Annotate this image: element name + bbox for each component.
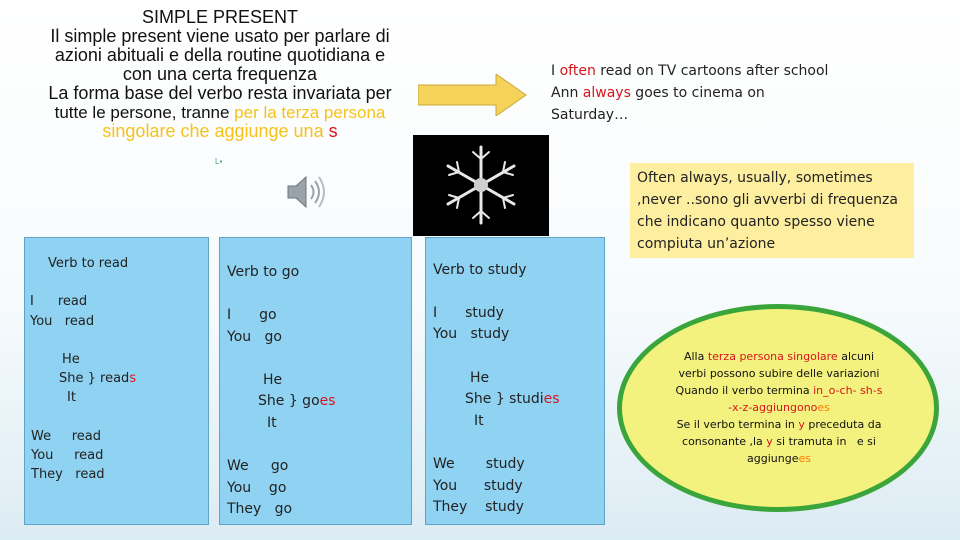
example-1-rest: read on TV cartoons after school xyxy=(595,63,829,79)
rule-l5-a: Se il verbo termina in xyxy=(676,418,799,431)
title-line-6-highlight: singolare che aggiunge una xyxy=(102,121,329,141)
panel-read-line-6: We read xyxy=(31,429,102,444)
rule-line-4 xyxy=(648,399,910,416)
panel-study-line-7: You study xyxy=(433,478,523,494)
right-arrow-icon xyxy=(418,74,528,116)
panel-read-line-8: They read xyxy=(31,467,105,482)
title-line-6-s: s xyxy=(328,121,338,141)
rule-line-6 xyxy=(648,433,910,450)
panel-study-line-1 xyxy=(433,305,504,321)
rule-l1-a: Alla xyxy=(683,350,708,363)
rule-l4-es: es xyxy=(817,401,830,414)
panel-read-line-5: It xyxy=(67,390,76,405)
adverbs-line-1: Often always, usually, sometimes xyxy=(637,170,873,186)
example-1-subject: I xyxy=(551,63,560,79)
read-l4-verb: read xyxy=(100,371,130,386)
snowflake-icon xyxy=(413,135,549,236)
example-1-adverb: often xyxy=(559,63,596,79)
panel-go-line-7: You go xyxy=(227,480,287,496)
rule-line-7 xyxy=(648,450,910,467)
example-line-1 xyxy=(551,60,828,82)
panel-read-line-1 xyxy=(30,294,87,309)
panel-go-line-8: They go xyxy=(227,501,293,517)
panel-study-line-2: You study xyxy=(433,326,510,342)
adverbs-line-2: ,never ..sono gli avverbi di frequenza xyxy=(637,192,898,208)
title-line-5 xyxy=(30,103,410,122)
panel-read-line-4 xyxy=(59,371,136,386)
panel-go-title: Verb to go xyxy=(227,264,300,280)
small-mark: L▪ xyxy=(215,157,223,166)
example-line-3: Saturday… xyxy=(551,107,629,123)
rule-l3-highlight: in_o-ch- sh-s xyxy=(813,384,883,397)
title-line-5-text: tutte le persone, tranne xyxy=(54,103,235,122)
read-l1-verb: read xyxy=(57,294,88,309)
study-l4-she: She } studi xyxy=(465,391,544,407)
rule-line-3 xyxy=(648,382,910,399)
study-l1-pronoun: I xyxy=(433,305,438,321)
examples-text xyxy=(551,60,828,126)
spelling-rules-text xyxy=(648,348,910,467)
rule-l1-highlight: terza persona singolare xyxy=(707,350,838,363)
go-l4-she: She } go xyxy=(258,393,320,409)
panel-study-line-5: It xyxy=(474,413,484,429)
heading: SIMPLE PRESENT xyxy=(141,7,299,27)
go-l1-pronoun: I xyxy=(227,307,232,323)
panel-read-line-3: He xyxy=(62,352,80,367)
rule-l4-highlight: -x-z-aggiungono xyxy=(728,401,818,414)
rule-l7-a: aggiunge xyxy=(747,452,799,465)
example-2-adverb: always xyxy=(582,85,631,101)
read-l1-pronoun: I xyxy=(30,294,34,309)
panel-verb-read xyxy=(24,237,209,525)
title-line-3: con una certa frequenza xyxy=(122,64,318,84)
panel-go-line-5: It xyxy=(267,415,277,431)
rule-l6-a: consonante ,la xyxy=(682,435,767,448)
rule-line-2: verbi possono subire delle variazioni xyxy=(678,367,880,380)
rule-line-1 xyxy=(648,348,910,365)
panel-study-title: Verb to study xyxy=(433,262,527,278)
rule-l6-y: y xyxy=(766,435,773,448)
rule-l1-c: alcuni xyxy=(837,350,875,363)
panel-go-line-2: You go xyxy=(227,329,282,345)
panel-study-line-6: We study xyxy=(433,456,525,472)
panel-verb-go xyxy=(219,237,412,525)
adverbs-line-3: che indicano quanto spesso viene xyxy=(637,214,875,230)
read-l4-she: She } xyxy=(59,371,101,386)
panel-study-line-4 xyxy=(465,391,560,407)
panel-go-line-6: We go xyxy=(227,458,289,474)
adverbs-note xyxy=(630,163,914,258)
panel-go-line-4 xyxy=(258,393,336,409)
panel-go-line-3: He xyxy=(263,372,283,388)
panel-go-line-1 xyxy=(227,307,277,323)
rule-l5-c: preceduta da xyxy=(804,418,882,431)
panel-study-line-8: They study xyxy=(433,499,524,515)
example-2-rest: goes to cinema on xyxy=(630,85,765,101)
go-l4-ending: es xyxy=(319,393,336,409)
title-line-5-highlight: per la terza persona xyxy=(234,103,386,122)
read-l4-ending: s xyxy=(129,371,137,386)
rule-l6-c: si tramuta in e si xyxy=(772,435,876,448)
panel-read-title: Verb to read xyxy=(48,256,129,271)
rule-l7-es: es xyxy=(798,452,811,465)
speaker-icon[interactable] xyxy=(286,172,328,212)
rule-line-5 xyxy=(648,416,910,433)
panel-verb-study xyxy=(425,237,605,525)
rule-l3-a: Quando il verbo termina xyxy=(675,384,814,397)
snowflake-image xyxy=(413,135,549,236)
example-line-2 xyxy=(551,82,828,104)
panel-read-line-2: You read xyxy=(30,314,95,329)
panel-read-line-7: You read xyxy=(31,448,104,463)
adverbs-line-4: compiuta un’azione xyxy=(637,236,776,252)
example-2-subject: Ann xyxy=(551,85,583,101)
rule-l5-y: y xyxy=(798,418,805,431)
title-line-6 xyxy=(30,122,410,141)
panel-study-line-3: He xyxy=(470,370,490,386)
study-l4-ending: es xyxy=(543,391,560,407)
study-l1-verb: study xyxy=(465,305,504,321)
title-line-4: La forma base del verbo resta invariata per xyxy=(48,83,392,103)
title-line-2: azioni abituali e della routine quotidiana e xyxy=(54,45,386,65)
title-block xyxy=(30,8,410,141)
go-l1-verb: go xyxy=(259,307,277,323)
title-line-1: Il simple present viene usato per parlare di xyxy=(50,26,390,46)
